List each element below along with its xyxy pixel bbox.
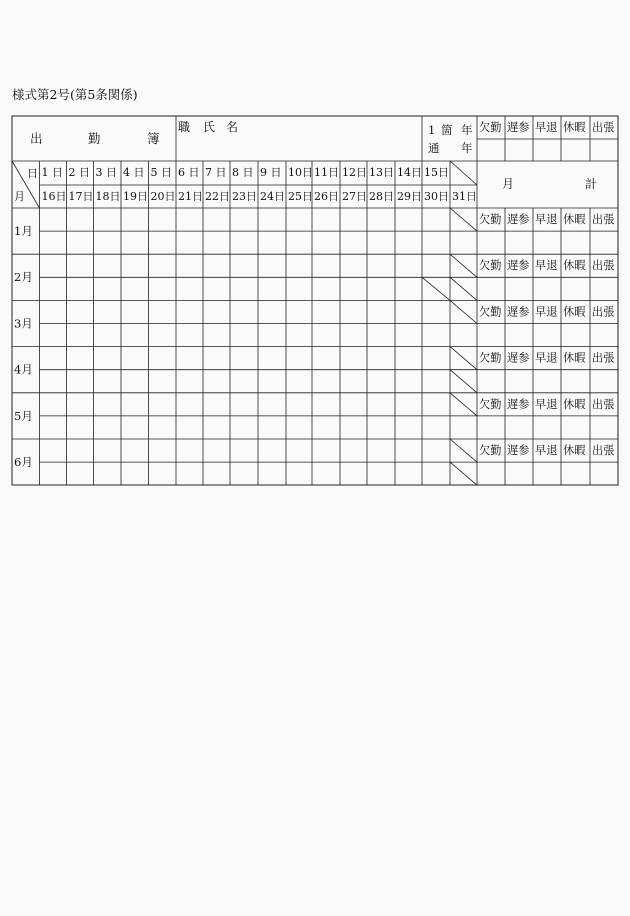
day-label: 24日 xyxy=(260,190,285,203)
day-label: 19日 xyxy=(123,190,148,203)
day-31-diagonal xyxy=(450,161,477,185)
staff-name-label-char: 名 xyxy=(226,120,239,134)
month-category-label: 欠勤 xyxy=(479,259,502,273)
staff-name-label-char: 氏 xyxy=(203,120,216,134)
day-label: 28日 xyxy=(369,190,394,203)
day-label: 15日 xyxy=(424,166,449,179)
month-category-label: 出張 xyxy=(592,305,615,319)
month-category-label: 欠勤 xyxy=(479,305,502,319)
form-title: 様式第2号(第5条関係) xyxy=(12,87,138,102)
diagonal-may-16 xyxy=(450,393,477,416)
month-category-label: 遅参 xyxy=(507,213,530,226)
day-label: 2 日 xyxy=(68,166,90,179)
monthly-total-char: 計 xyxy=(585,177,598,191)
day-label: 25日 xyxy=(288,190,313,203)
month-label: 1月 xyxy=(14,224,33,238)
month-label: 4月 xyxy=(14,362,33,377)
month-category-label: 休暇 xyxy=(563,213,586,226)
month-category-label: 出張 xyxy=(592,259,615,273)
category-header-label: 欠勤 xyxy=(479,121,502,134)
diagonal-jun-31 xyxy=(450,462,477,485)
monthly-total-char: 月 xyxy=(502,177,515,191)
month-label: 3月 xyxy=(14,316,33,331)
day-label: 6 日 xyxy=(178,166,200,179)
diagonal-feb-16 xyxy=(450,254,477,277)
category-header-label: 遅参 xyxy=(507,121,530,134)
month-category-label: 出張 xyxy=(592,213,615,226)
month-label: 5月 xyxy=(14,408,33,423)
month-category-label: 早退 xyxy=(535,397,558,411)
day-label: 30日 xyxy=(424,190,449,203)
one-year-char: 年 xyxy=(461,123,473,137)
month-label: 2月 xyxy=(14,270,33,285)
staff-name-label-char: 職 xyxy=(178,120,191,134)
day-label: 29日 xyxy=(397,190,422,203)
month-category-label: 早退 xyxy=(535,444,558,457)
diagonal-feb-31 xyxy=(450,277,477,300)
month-category-label: 出張 xyxy=(592,351,615,365)
month-label: 6月 xyxy=(14,455,33,469)
day-label: 7 日 xyxy=(205,166,227,179)
diagonal-mar-16 xyxy=(450,300,477,323)
month-category-label: 遅参 xyxy=(507,259,530,273)
month-category-label: 早退 xyxy=(535,305,558,319)
month-category-label: 遅参 xyxy=(507,305,530,319)
corner-day-label: 日 xyxy=(27,167,38,180)
diagonal-apr-31 xyxy=(450,370,477,393)
full-year-char: 通 xyxy=(428,141,440,155)
month-category-label: 休暇 xyxy=(563,444,586,457)
month-category-label: 早退 xyxy=(535,213,558,226)
day-label: 18日 xyxy=(95,190,121,203)
month-category-label: 欠勤 xyxy=(479,351,502,365)
month-category-label: 遅参 xyxy=(507,444,530,457)
category-header-label: 出張 xyxy=(592,121,615,134)
month-category-label: 出張 xyxy=(592,397,615,411)
month-category-label: 休暇 xyxy=(563,259,586,273)
month-category-label: 早退 xyxy=(535,259,558,273)
corner-month-label: 月 xyxy=(14,190,25,203)
day-label: 12日 xyxy=(342,166,367,179)
month-category-label: 欠勤 xyxy=(479,397,502,411)
diagonal-feb-30 xyxy=(422,277,450,300)
full-year-char: 年 xyxy=(461,141,473,155)
one-year-char: 箇 xyxy=(441,123,453,137)
day-label: 4 日 xyxy=(123,166,145,179)
day-label: 21日 xyxy=(178,190,203,203)
day-label: 1 日 xyxy=(41,166,63,179)
one-year-char: 1 xyxy=(428,123,436,137)
day-label: 3 日 xyxy=(95,166,117,179)
day-label: 16日 xyxy=(41,190,67,203)
attendance-book-char: 勤 xyxy=(88,131,101,146)
day-label: 27日 xyxy=(342,190,367,203)
day-label: 20日 xyxy=(150,190,176,203)
day-label: 10日 xyxy=(288,166,313,179)
attendance-book-char: 簿 xyxy=(147,131,160,146)
day-label: 8 日 xyxy=(232,166,254,179)
day-label: 26日 xyxy=(314,190,339,203)
day-label: 13日 xyxy=(369,166,394,179)
month-category-label: 遅参 xyxy=(507,351,530,365)
attendance-book-char: 出 xyxy=(30,131,43,146)
diagonal-jan-31 xyxy=(450,208,477,231)
month-category-label: 休暇 xyxy=(563,351,586,365)
month-category-label: 休暇 xyxy=(563,397,586,411)
month-category-label: 欠勤 xyxy=(479,444,502,457)
day-label: 14日 xyxy=(397,166,422,179)
day-label: 31日 xyxy=(452,190,477,203)
month-category-label: 遅参 xyxy=(507,397,530,411)
diagonal-jun-16 xyxy=(450,439,477,462)
day-label: 11日 xyxy=(314,166,339,179)
day-label: 22日 xyxy=(205,190,230,203)
month-category-label: 出張 xyxy=(592,444,615,457)
month-category-label: 早退 xyxy=(535,351,558,365)
category-header-label: 休暇 xyxy=(563,121,586,134)
month-category-label: 休暇 xyxy=(563,305,586,319)
month-category-label: 欠勤 xyxy=(479,213,502,226)
diagonal-apr-16 xyxy=(450,347,477,370)
day-label: 17日 xyxy=(68,190,94,203)
day-label: 9 日 xyxy=(260,166,282,179)
category-header-label: 早退 xyxy=(535,121,558,134)
day-label: 23日 xyxy=(232,190,257,203)
day-label: 5 日 xyxy=(150,166,172,179)
